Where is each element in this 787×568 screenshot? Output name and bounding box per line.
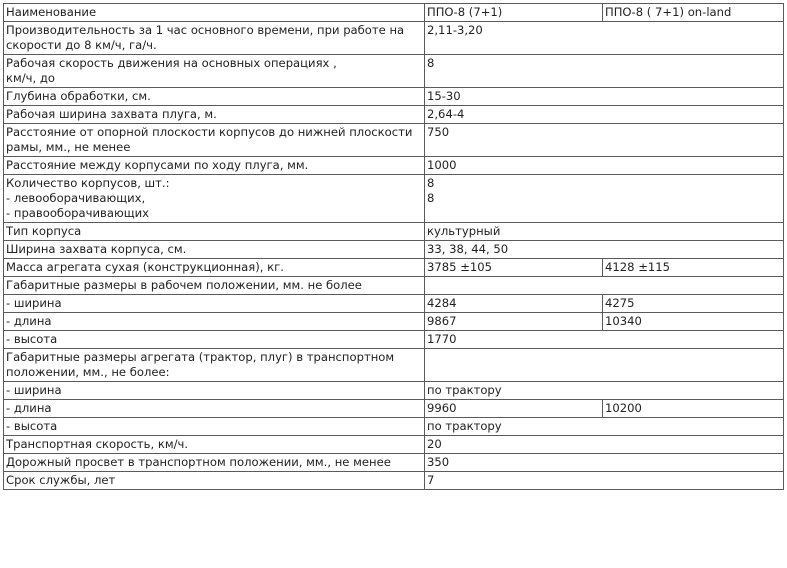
row-value-cell: 33, 38, 44, 50 — [425, 241, 784, 259]
table-row — [4, 295, 784, 313]
row-value-cell: 2,64-4 — [425, 106, 784, 124]
row-label-cell: Дорожный просвет в транспортном положении, мм., не менее — [4, 454, 425, 472]
row-label-cell: Масса агрегата сухая (конструкционная), кг. — [4, 259, 425, 277]
table-row — [4, 259, 784, 277]
row-label-cell: - ширина — [4, 295, 425, 313]
row-value-cell: по трактору — [425, 382, 784, 400]
row-value-cell: 20 — [425, 436, 784, 454]
table-row — [4, 175, 784, 223]
row-value-on-land-cell: 10340 — [603, 313, 784, 331]
row-value-on-land-cell: 4275 — [603, 295, 784, 313]
row-value-cell: 8 8 — [425, 175, 784, 223]
row-label-cell: Рабочая скорость движения на основных операциях , км/ч, до — [4, 55, 425, 88]
row-label-cell: Транспортная скорость, км/ч. — [4, 436, 425, 454]
table-row — [4, 313, 784, 331]
row-label-cell: Количество корпусов, шт.: - левооборачивающих, - правооборачивающих — [4, 175, 425, 223]
table-row — [4, 331, 784, 349]
table-header-row — [4, 4, 784, 22]
row-value-cell: 750 — [425, 124, 784, 157]
table-row — [4, 400, 784, 418]
row-label-cell: Тип корпуса — [4, 223, 425, 241]
table-row — [4, 277, 784, 295]
table-row — [4, 382, 784, 400]
row-value-on-land-cell: 10200 — [603, 400, 784, 418]
row-value-standard-cell: 3785 ±105 — [425, 259, 603, 277]
row-label-cell: Рабочая ширина захвата плуга, м. — [4, 106, 425, 124]
row-label-cell: Расстояние от опорной плоскости корпусов до нижней плоскости рамы, мм., не менее — [4, 124, 425, 157]
table-row — [4, 124, 784, 157]
row-label-cell: Ширина захвата корпуса, см. — [4, 241, 425, 259]
row-label-cell: Глубина обработки, см. — [4, 88, 425, 106]
row-value-standard-cell: 9867 — [425, 313, 603, 331]
row-label-cell: Срок службы, лет — [4, 472, 425, 490]
table-row — [4, 88, 784, 106]
row-label-cell: - длина — [4, 400, 425, 418]
table-row — [4, 349, 784, 382]
header-model-standard: ППО-8 (7+1) — [425, 4, 603, 22]
row-value-cell — [425, 349, 784, 382]
row-value-on-land-cell: 4128 ±115 — [603, 259, 784, 277]
row-value-cell: 7 — [425, 472, 784, 490]
table-row — [4, 157, 784, 175]
header-model-on-land: ППО-8 ( 7+1) on-land — [603, 4, 784, 22]
spec-table — [3, 3, 784, 490]
table-row — [4, 472, 784, 490]
row-label-cell: - высота — [4, 331, 425, 349]
row-label-cell: Расстояние между корпусами по ходу плуга, мм. — [4, 157, 425, 175]
row-value-cell: 15-30 — [425, 88, 784, 106]
row-label-cell: - ширина — [4, 382, 425, 400]
table-row — [4, 55, 784, 88]
row-value-cell: культурный — [425, 223, 784, 241]
row-value-cell: 8 — [425, 55, 784, 88]
table-row — [4, 223, 784, 241]
table-row — [4, 454, 784, 472]
row-label-cell: - высота — [4, 418, 425, 436]
table-body — [4, 22, 784, 490]
table-row — [4, 241, 784, 259]
row-value-cell: 2,11-3,20 — [425, 22, 784, 55]
row-label-cell: Производительность за 1 час основного времени, при работе на скорости до 8 км/ч, га/ч. — [4, 22, 425, 55]
row-value-cell: 350 — [425, 454, 784, 472]
row-label-cell: Габаритные размеры в рабочем положении, мм. не более — [4, 277, 425, 295]
header-name: Наименование — [4, 4, 425, 22]
table-row — [4, 436, 784, 454]
row-value-cell: по трактору — [425, 418, 784, 436]
row-value-standard-cell: 4284 — [425, 295, 603, 313]
row-value-cell — [425, 277, 784, 295]
row-value-cell: 1770 — [425, 331, 784, 349]
row-label-cell: Габаритные размеры агрегата (трактор, плуг) в транспортном положении, мм., не более: — [4, 349, 425, 382]
table-row — [4, 22, 784, 55]
table-row — [4, 418, 784, 436]
table-row — [4, 106, 784, 124]
row-value-standard-cell: 9960 — [425, 400, 603, 418]
row-value-cell: 1000 — [425, 157, 784, 175]
row-label-cell: - длина — [4, 313, 425, 331]
